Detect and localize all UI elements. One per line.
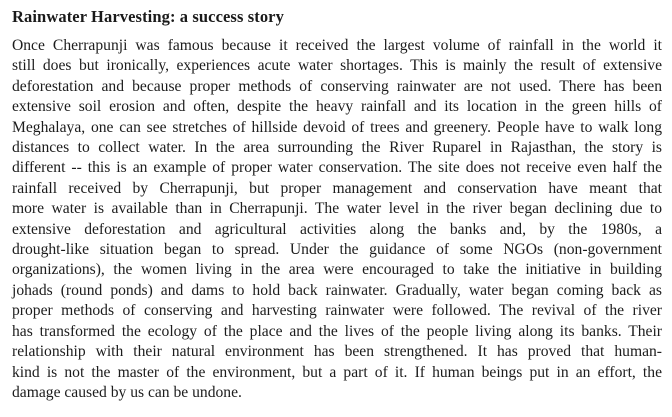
text-line: deforestation and because proper methods of conserving rainwater are not used. There has been [12, 77, 662, 95]
document-title: Rainwater Harvesting: a success story [12, 7, 284, 26]
text-line: damage caused by us can be undone. [12, 383, 242, 401]
text-line: still does but ironically, experiences acute water shortages. This is mainly the result of extensive [12, 57, 662, 75]
text-line: johads (round ponds) and dams to hold back rainwater. Gradually, water began coming back as [12, 281, 662, 299]
text-line: rainfall received by Cherrapunji, but proper management and conservation have meant that [12, 179, 662, 197]
text-line: organizations), the women living in the area were encouraged to take the initiative in building [12, 261, 662, 279]
text-line: proper methods of conserving and harvesting rainwater were followed. The revival of the river [12, 302, 662, 320]
text-line: distances to collect water. In the area surrounding the River Ruparel in Rajasthan, the story is [12, 139, 662, 157]
text-line: Meghalaya, one can see stretches of hillside devoid of trees and greenery. People have to walk long [12, 118, 662, 136]
text-line: kind is not the master of the environment, but a part of it. If human beings put in an effort, the [12, 363, 662, 381]
text-line: more water is available than in Cherrapunji. The water level in the river began declining due to [12, 200, 662, 218]
text-line: relationship with their natural environment has been strengthened. It has proved that human- [12, 343, 662, 361]
text-line: Once Cherrapunji was famous because it received the largest volume of rainfall in the world it [12, 37, 662, 54]
text-line: drought-like situation began to spread. Under the guidance of some NGOs (non-government [12, 241, 662, 259]
text-line: extensive deforestation and agricultural activities along the banks and, by the 1980s, a [12, 220, 662, 238]
body-paragraph [12, 36, 662, 403]
text-line: extensive soil erosion and often, despite the heavy rainfall and its location in the green hills of [12, 98, 662, 116]
text-line: has transformed the ecology of the place and the lives of the people living along its banks. Their [12, 322, 662, 340]
text-line: different -- this is an example of proper water conservation. The site does not receive even half the [12, 159, 662, 177]
